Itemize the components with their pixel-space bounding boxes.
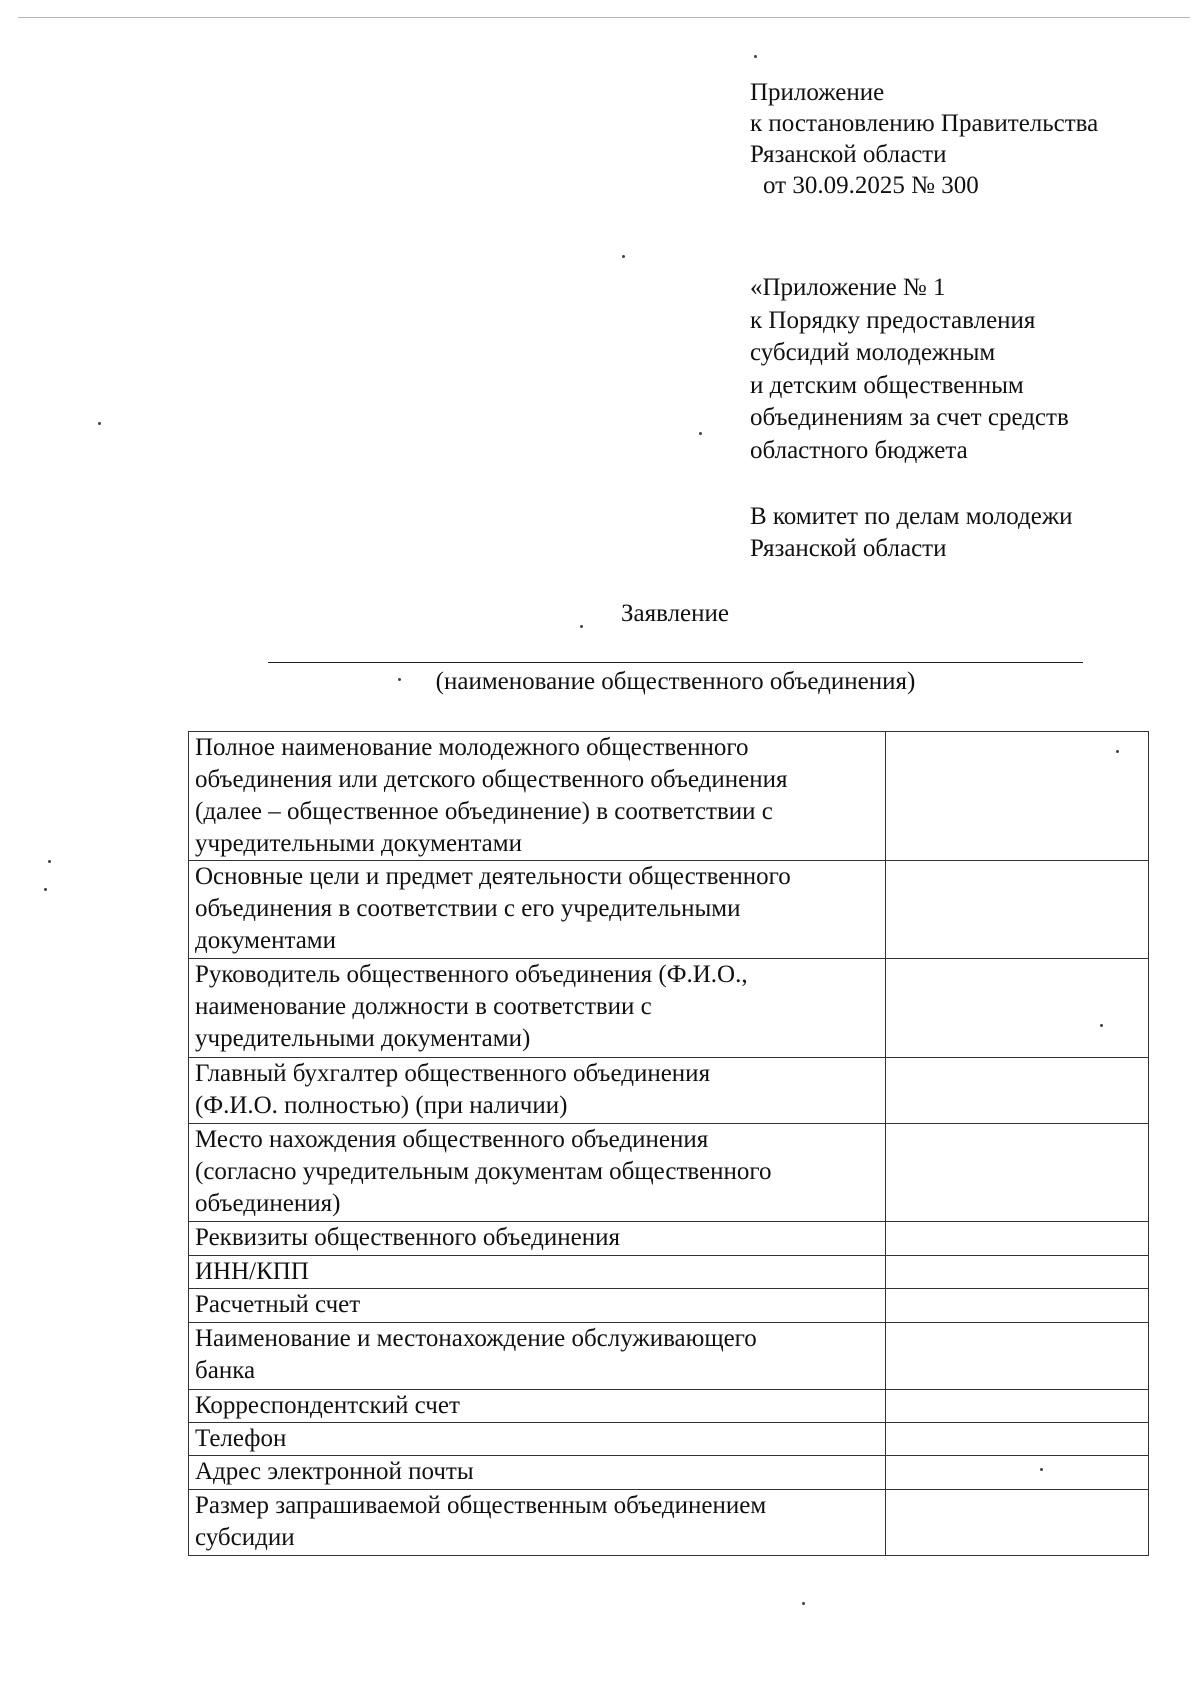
row-value-cell[interactable] (886, 1423, 1149, 1456)
row-label: Размер запрашиваемой общественным объединением субсидии (189, 1490, 886, 1556)
table-row (189, 861, 1149, 959)
row-label: Наименование и местонахождение обслуживающего банка (189, 1323, 886, 1390)
row-label: Главный бухгалтер общественного объединения (Ф.И.О. полностью) (при наличии) (189, 1058, 886, 1124)
row-value-cell[interactable] (886, 732, 1149, 861)
table-row (189, 1423, 1149, 1456)
row-value-cell[interactable] (886, 1124, 1149, 1222)
table-row (189, 1222, 1149, 1256)
row-value-cell[interactable] (886, 1323, 1149, 1390)
document-title: Заявление (620, 600, 730, 627)
appendix-line: и детским общественным (750, 371, 1024, 399)
scan-edge-line (18, 17, 1190, 18)
appendix-line: к Порядку предоставления (750, 306, 1036, 334)
scan-speck (44, 888, 47, 891)
appendix-line: «Приложение № 1 (750, 274, 946, 301)
appendix-header (750, 272, 1069, 467)
attachment-line: Рязанской области (750, 141, 947, 168)
attachment-line: к постановлению Правительства (750, 110, 1099, 137)
row-value-cell[interactable] (886, 1390, 1149, 1423)
row-label: Реквизиты общественного объединения (189, 1222, 886, 1256)
scan-speck (754, 55, 757, 58)
row-value-cell[interactable] (886, 1456, 1149, 1490)
row-label: Расчетный счет (189, 1289, 886, 1323)
scan-speck (802, 1602, 805, 1605)
scan-speck (1040, 1468, 1043, 1471)
table-row (189, 1289, 1149, 1323)
appendix-line: субсидий молодежным (750, 339, 996, 366)
table-row (189, 1256, 1149, 1289)
scan-speck (398, 678, 401, 681)
row-value-cell[interactable] (886, 1289, 1149, 1323)
row-value-cell[interactable] (886, 1222, 1149, 1256)
addressee-line: Рязанской области (750, 535, 947, 562)
table-row (189, 959, 1149, 1058)
table-row (189, 1124, 1149, 1222)
scan-speck (48, 860, 51, 863)
organization-name-blank-line (268, 662, 1083, 663)
scan-speck (1100, 1024, 1103, 1027)
row-label: Полное наименование молодежного общественного объединения или детского общественного объединения (далее – общественное объединение) в соответствии с учредительными документами (189, 732, 886, 861)
table-row (189, 732, 1149, 861)
row-label: ИНН/КПП (189, 1256, 886, 1289)
attachment-line: Приложение (750, 79, 885, 106)
scan-speck (1116, 750, 1119, 753)
scan-speck (98, 422, 101, 425)
row-label: Место нахождения общественного объединения (согласно учредительным документам общественного объединения) (189, 1124, 886, 1222)
row-label: Адрес электронной почты (189, 1456, 886, 1490)
row-value-cell[interactable] (886, 1256, 1149, 1289)
organization-name-caption: (наименование общественного объединения) (435, 668, 916, 695)
row-label: Корреспондентский счет (189, 1390, 886, 1423)
row-value-cell[interactable] (886, 1058, 1149, 1124)
appendix-line: областного бюджета (750, 436, 968, 464)
row-label: Руководитель общественного объединения (Ф.И.О., наименование должности в соответствии с учредительными документами) (189, 959, 886, 1058)
attachment-date-line: от 30.09.2025 № 300 (763, 172, 979, 199)
row-value-cell[interactable] (886, 1490, 1149, 1556)
row-label: Основные цели и предмет деятельности общественного объединения в соответствии с его учредительными документами (189, 861, 886, 959)
scan-speck (622, 255, 625, 258)
row-value-cell[interactable] (886, 861, 1149, 959)
table-row (189, 1058, 1149, 1124)
table-row (189, 1456, 1149, 1490)
addressee-line: В комитет по делам молодежи (750, 503, 1073, 530)
application-form-table (188, 731, 1149, 1556)
table-row (189, 1490, 1149, 1556)
appendix-line: объединениям за счет средств (750, 404, 1069, 431)
addressee-block (750, 501, 1073, 565)
table-row (189, 1323, 1149, 1390)
row-label: Телефон (189, 1423, 886, 1456)
table-row (189, 1390, 1149, 1423)
attachment-header (750, 77, 1098, 201)
row-value-cell[interactable] (886, 959, 1149, 1058)
scan-speck (699, 432, 702, 435)
scan-speck (580, 625, 583, 628)
